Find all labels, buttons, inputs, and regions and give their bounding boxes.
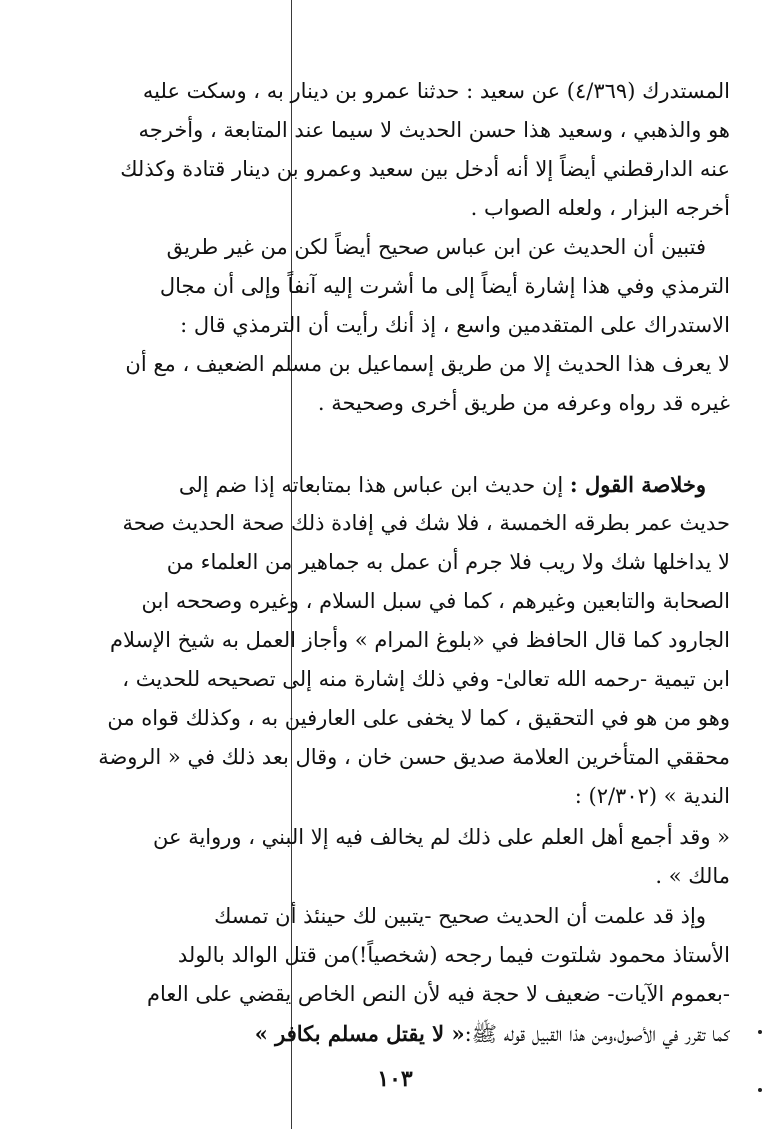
text-line: غيره قد رواه وعرفه من طريق أخرى وصحيحة . [317,391,730,415]
text-line: محققي المتأخرين العلامة صديق حسن خان ، وقال بعد ذلك في « الروضة [98,745,730,769]
text-line: لا يداخلها شك ولا ريب فلا جرم أن عمل به جماهير من العلماء من [166,550,730,574]
summary-first-line: إن حديث ابن عباس هذا بمتابعاته إذا ضم إلى [178,473,564,497]
paragraph-quote-consensus [78,818,730,896]
text-line: الجارود كما قال الحافظ في «بلوغ المرام » وأجاز العمل به شيخ الإسلام [110,628,730,652]
text-line: المستدرك (٤/٣٦٩) عن سعيد : حدثنا عمرو بن دينار به ، وسكت عليه [142,79,730,103]
text-line: الأستاذ محمود شلتوت فيما رجحه (شخصياً!)من قتل الوالد بالولد [177,943,730,967]
text-line: الندية » (٢/٣٠٢) : [574,784,730,808]
hadith-quote: « لا يقتل مسلم بكافر » [254,1021,465,1046]
text-line [78,465,730,504]
paragraph-summary [78,465,730,816]
text-line: مالك » . [655,864,730,888]
text-line [78,1014,730,1053]
text-line: الصحابة والتابعين وغيرهم ، كما في سبل السلام ، وغيره وصححه ابن [141,589,730,613]
text-line: -بعموم الآيات- ضعيف لا حجة فيه لأن النص الخاص يقضي على العام [146,982,730,1006]
text-line: وهو من هو في التحقيق ، كما لا يخفى على العارفين به ، وكذلك قواه من [107,706,730,730]
text-line: لا يعرف هذا الحديث إلا من طريق إسماعيل بن مسلم الضعيف ، مع أن [125,352,730,376]
text-line: هو والذهبي ، وسعيد هذا حسن الحديث لا سيما عند المتابعة ، وأخرجه [138,118,730,142]
page-number: ١٠٣ [377,1066,413,1092]
paragraph-shaltut [78,897,730,1053]
paragraph-citation [78,72,730,228]
scan-speck [758,1088,762,1092]
last-line-text: كما تقرر في الأصول،ومن هذا القبيل قوله ﷺ: [464,1022,730,1046]
text-line: الترمذي وفي هذا إشارة أيضاً إلى ما أشرت إليه آنفاً وإلى أن مجال [159,274,730,298]
text-line: حديث عمر بطرقه الخمسة ، فلا شك في إفادة ذلك صحة الحديث صحة [122,511,730,535]
text-line: الاستدراك على المتقدمين واسع ، إذ أنك رأيت أن الترمذي قال : [180,313,730,337]
text-line: ابن تيمية -رحمه الله تعالىٰ- وفي ذلك إشارة منه إلى تصحيحه للحديث ، [122,667,730,691]
text-line: « وقد أجمع أهل العلم على ذلك لم يخالف فيه إلا البني ، ورواية عن [153,825,730,849]
text-line: فتبين أن الحديث عن ابن عباس صحيح أيضاً لكن من غير طريق [166,235,706,259]
text-line: عنه الدارقطني أيضاً إلا أنه أدخل بين سعيد وعمرو بن دينار قتادة وكذلك [120,157,730,181]
scan-speck [758,1030,762,1034]
summary-lead: وخلاصة القول : [569,472,706,497]
paragraph-conclusion-ibn-abbas [78,228,730,423]
text-line: وإذ قد علمت أن الحديث صحيح -يتبين لك حينئذ أن تمسك [214,904,706,928]
text-line: أخرجه البزار ، ولعله الصواب . [470,196,730,220]
